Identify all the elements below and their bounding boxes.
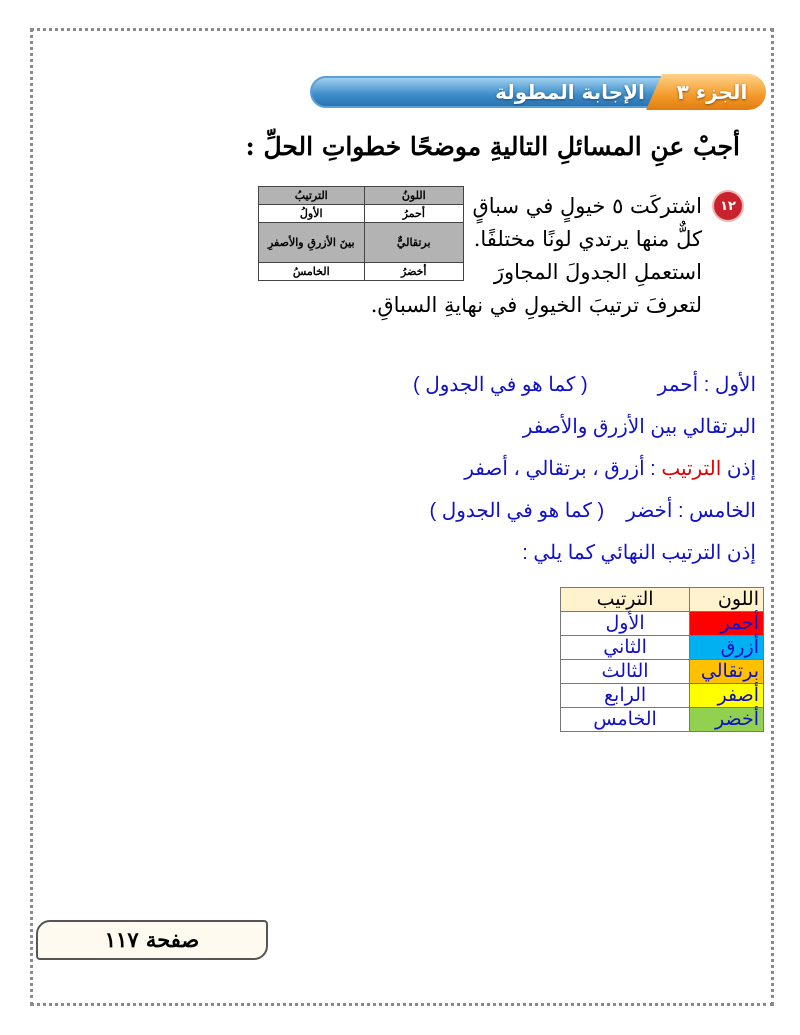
- banner-part-label: الجزء ٣: [676, 80, 748, 104]
- final-rank-cell: الأول: [561, 612, 690, 636]
- answer-order-word: الترتيب: [661, 458, 722, 480]
- final-color-cell: برتقالي: [690, 660, 764, 684]
- answer-line-5: إذن الترتيب النهائي كما يلي :: [522, 542, 756, 564]
- answer-so: إذن: [726, 458, 756, 480]
- table-row: [561, 708, 764, 732]
- table-row: [259, 263, 464, 281]
- answer-first-place: الأول : أحمر: [657, 374, 756, 396]
- page-number-box: صفحة ١١٧: [36, 920, 268, 960]
- instructions-heading: أجبْ عنِ المسائلِ التاليةِ موضحًا خطواتِ الحلِّ :: [245, 132, 740, 161]
- ref-header-rank: الترتيبُ: [259, 187, 365, 205]
- table-row: [561, 684, 764, 708]
- final-rank-cell: الثالث: [561, 660, 690, 684]
- ref-cell-rank: الأولُ: [259, 205, 365, 223]
- answer-line-4: [236, 498, 756, 523]
- table-row: [259, 205, 464, 223]
- problem-line: اشتركَت ٥ خيولٍ في سباقٍ: [472, 194, 702, 218]
- final-order-table: [560, 587, 764, 732]
- ref-cell-rank: الخامسُ: [259, 263, 365, 281]
- ref-cell-color: أحمرُ: [364, 205, 464, 223]
- reference-table: [258, 186, 464, 281]
- ref-cell-color: أخضرُ: [364, 263, 464, 281]
- problem-line: استعملِ الجدولَ المجاورَ: [493, 260, 702, 284]
- table-row: [561, 660, 764, 684]
- answer-line-1: [236, 372, 756, 397]
- section-banner: [310, 72, 766, 112]
- final-color-cell: أحمر: [690, 612, 764, 636]
- final-table-header: [561, 588, 764, 612]
- ref-cell-rank: بينَ الأزرقِ والأصفرِ: [259, 223, 365, 263]
- answer-note: ( كما هو في الجدول ): [413, 374, 588, 396]
- banner-title: الإجابة المطولة: [495, 80, 645, 104]
- problem-line: كلٌّ منها يرتدي لونًا مختلفًا.: [473, 227, 702, 251]
- table-row: [561, 636, 764, 660]
- final-rank-cell: الخامس: [561, 708, 690, 732]
- ref-header-color: اللونُ: [364, 187, 464, 205]
- final-header-color: اللون: [690, 588, 764, 612]
- problem-line: لتعرفَ ترتيبَ الخيولِ في نهايةِ السباقِ.: [370, 293, 702, 317]
- table-row: [259, 223, 464, 263]
- ref-cell-color: برتقاليٌّ: [364, 223, 464, 263]
- final-rank-cell: الثاني: [561, 636, 690, 660]
- answer-note: ( كما هو في الجدول ): [429, 500, 605, 522]
- final-color-cell: أخضر: [690, 708, 764, 732]
- reference-table-header: [259, 187, 464, 205]
- answer-order-list: : أزرق ، برتقالي ، أصفر: [464, 458, 656, 480]
- final-rank-cell: الرابع: [561, 684, 690, 708]
- answer-fifth-place: الخامس : أخضر: [626, 500, 756, 522]
- final-color-cell: أزرق: [690, 636, 764, 660]
- final-header-rank: الترتيب: [561, 588, 690, 612]
- answer-line-3: [236, 456, 756, 481]
- table-row: [561, 612, 764, 636]
- answer-line-2: البرتقالي بين الأزرق والأصفر: [522, 416, 756, 438]
- final-color-cell: أصفر: [690, 684, 764, 708]
- problem-number-badge: ١٢: [714, 192, 742, 220]
